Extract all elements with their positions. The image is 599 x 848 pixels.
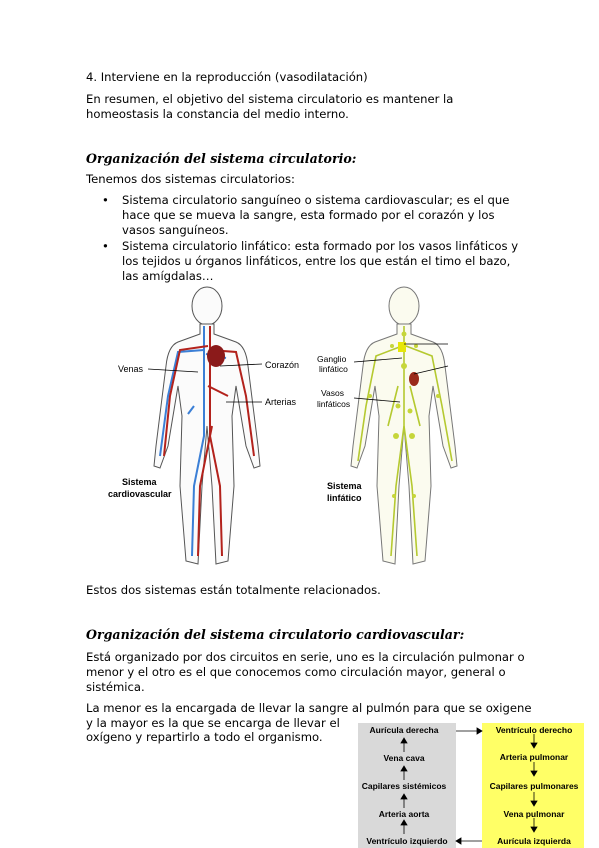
connector-arrows [456,728,482,844]
cardio-title-2: cardiovascular [108,489,172,499]
venas-label: Venas [118,364,144,374]
list-item: • Sistema circulatorio sanguíneo o sistema cardiovascular; es el que hace que se mueva la sangre, esta formado por el corazón y los vasos sanguíneos. [86,193,526,238]
thymus-shape [398,342,406,352]
linf-title-1: Sistema [327,481,362,491]
cardio-title-1: Sistema [122,477,157,487]
summary-paragraph: En resumen, el objetivo del sistema circulatorio es mantener la homeostasis la constancia del medio interno. [86,92,454,121]
major-step: Capilares sistémicos [361,781,447,791]
item-4: 4. Interviene en la reproducción (vasodilatación) [86,70,368,84]
list-item: • Sistema circulatorio linfático: esta formado por los vasos linfáticos y los tejidos u órganos linfáticos, entre los que están el timo el bazo, las amígdalas… [86,239,526,284]
minor-step: Vena pulmonar [503,809,565,819]
circuits-line-3: oxígeno y repartirlo a todo el organismo. [86,730,323,744]
spleen-shape [409,372,419,386]
heart-shape [207,345,225,367]
linf-title-2: linfático [327,493,362,503]
related-text: Estos dos sistemas están totalmente relacionados. [86,583,381,597]
ganglio-label-1: Ganglio [317,354,347,364]
major-step: Ventrículo izquierdo [366,836,448,846]
arterias-label: Arterias [265,397,297,407]
heading-organization: Organización del sistema circulatorio: [86,151,357,166]
vasos-label-1: Vasos [321,388,344,398]
vasos-label-2: linfáticos [317,399,351,409]
intro-text: Tenemos dos sistemas circulatorios: [86,172,295,186]
major-step: Aurícula derecha [369,725,439,735]
ganglio-label-2: linfático [319,364,348,374]
major-step: Arteria aorta [378,809,430,819]
corazon-label: Corazón [265,360,300,370]
circulation-circuit-diagram [358,720,586,848]
circuits-line-1: La menor es la encargada de llevar la sangre al pulmón para que se oxigene [86,701,532,715]
minor-step: Capilares pulmonares [489,781,579,791]
minor-step: Arteria pulmonar [499,752,569,762]
minor-step: Aurícula izquierda [497,836,571,846]
systems-list [86,193,526,285]
cardiovascular-body-outline [154,287,260,564]
circuits-paragraph: Está organizado por dos circuitos en serie, uno es la circulación pulmonar o menor y el otro es el que conocemos como circulación mayor, general o sistémica. [86,650,525,694]
major-step: Vena cava [383,753,425,763]
circulatory-systems-figure [108,286,458,576]
circuits-line-2: y la mayor es la que se encarga de llevar el [86,716,340,730]
heading-cardiovascular: Organización del sistema circulatorio cardiovascular: [86,627,465,642]
minor-step: Ventrículo derecho [495,725,573,735]
